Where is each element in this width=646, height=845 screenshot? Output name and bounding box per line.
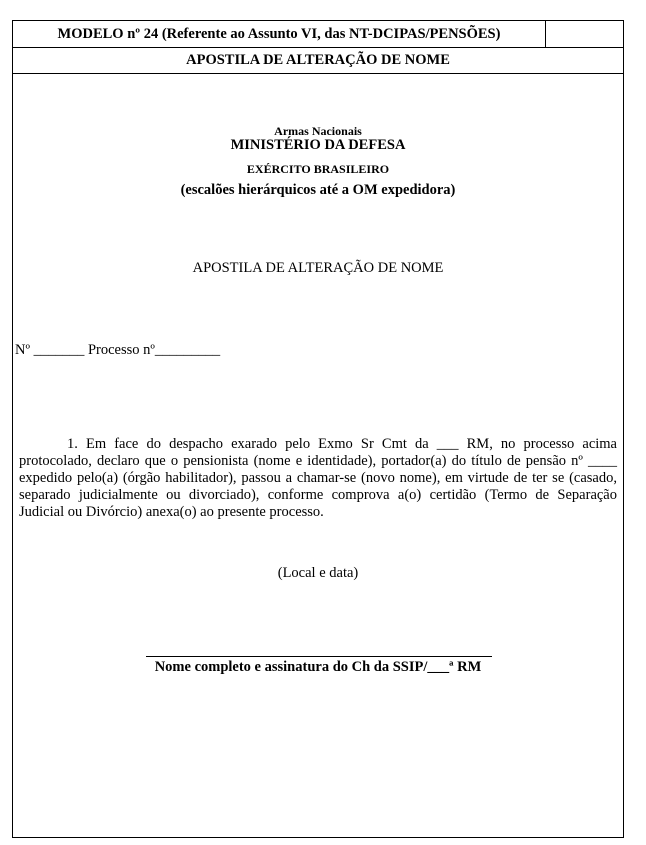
letterhead-armas: Armas Nacionais [274,124,362,138]
numero-processo-line: Nº _______ Processo nº_________ [15,342,221,358]
model-title: MODELO nº 24 (Referente ao Assunto VI, das NT-DCIPAS/PENSÕES) [13,21,546,47]
local-data: (Local e data) [277,565,359,581]
model-header-row [13,21,623,48]
letterhead-escaloes: (escalões hierárquicos até a OM expedidora) [180,182,456,198]
letterhead-ministerio: MINISTÉRIO DA DEFESA [230,137,406,153]
signature-label: Nome completo e assinatura do Ch da SSIP/___ª RM [154,659,482,675]
letterhead-exercito: EXÉRCITO BRASILEIRO [246,162,390,176]
document-frame [12,20,624,838]
body-paragraph: 1. Em face do despacho exarado pelo Exmo Sr Cmt da ___ RM, no processo acima protocolado, declaro que o pensionista (nome e identidade), portador(a) do título de pensão nº ____ expedido pelo(a) (órgão habilitador), passou a chamar-se (novo nome), em virtude de ter se (casado, separado judicialmente ou divorciado), conforme comprova a(o) certidão (Termo de Separação Judicial ou Divórcio) anexa(o) ao presente processo. [19,436,617,520]
signature-line [146,656,492,657]
document-title: APOSTILA DE ALTERAÇÃO DE NOME [192,260,444,276]
document-type-heading: APOSTILA DE ALTERAÇÃO DE NOME [13,48,623,74]
